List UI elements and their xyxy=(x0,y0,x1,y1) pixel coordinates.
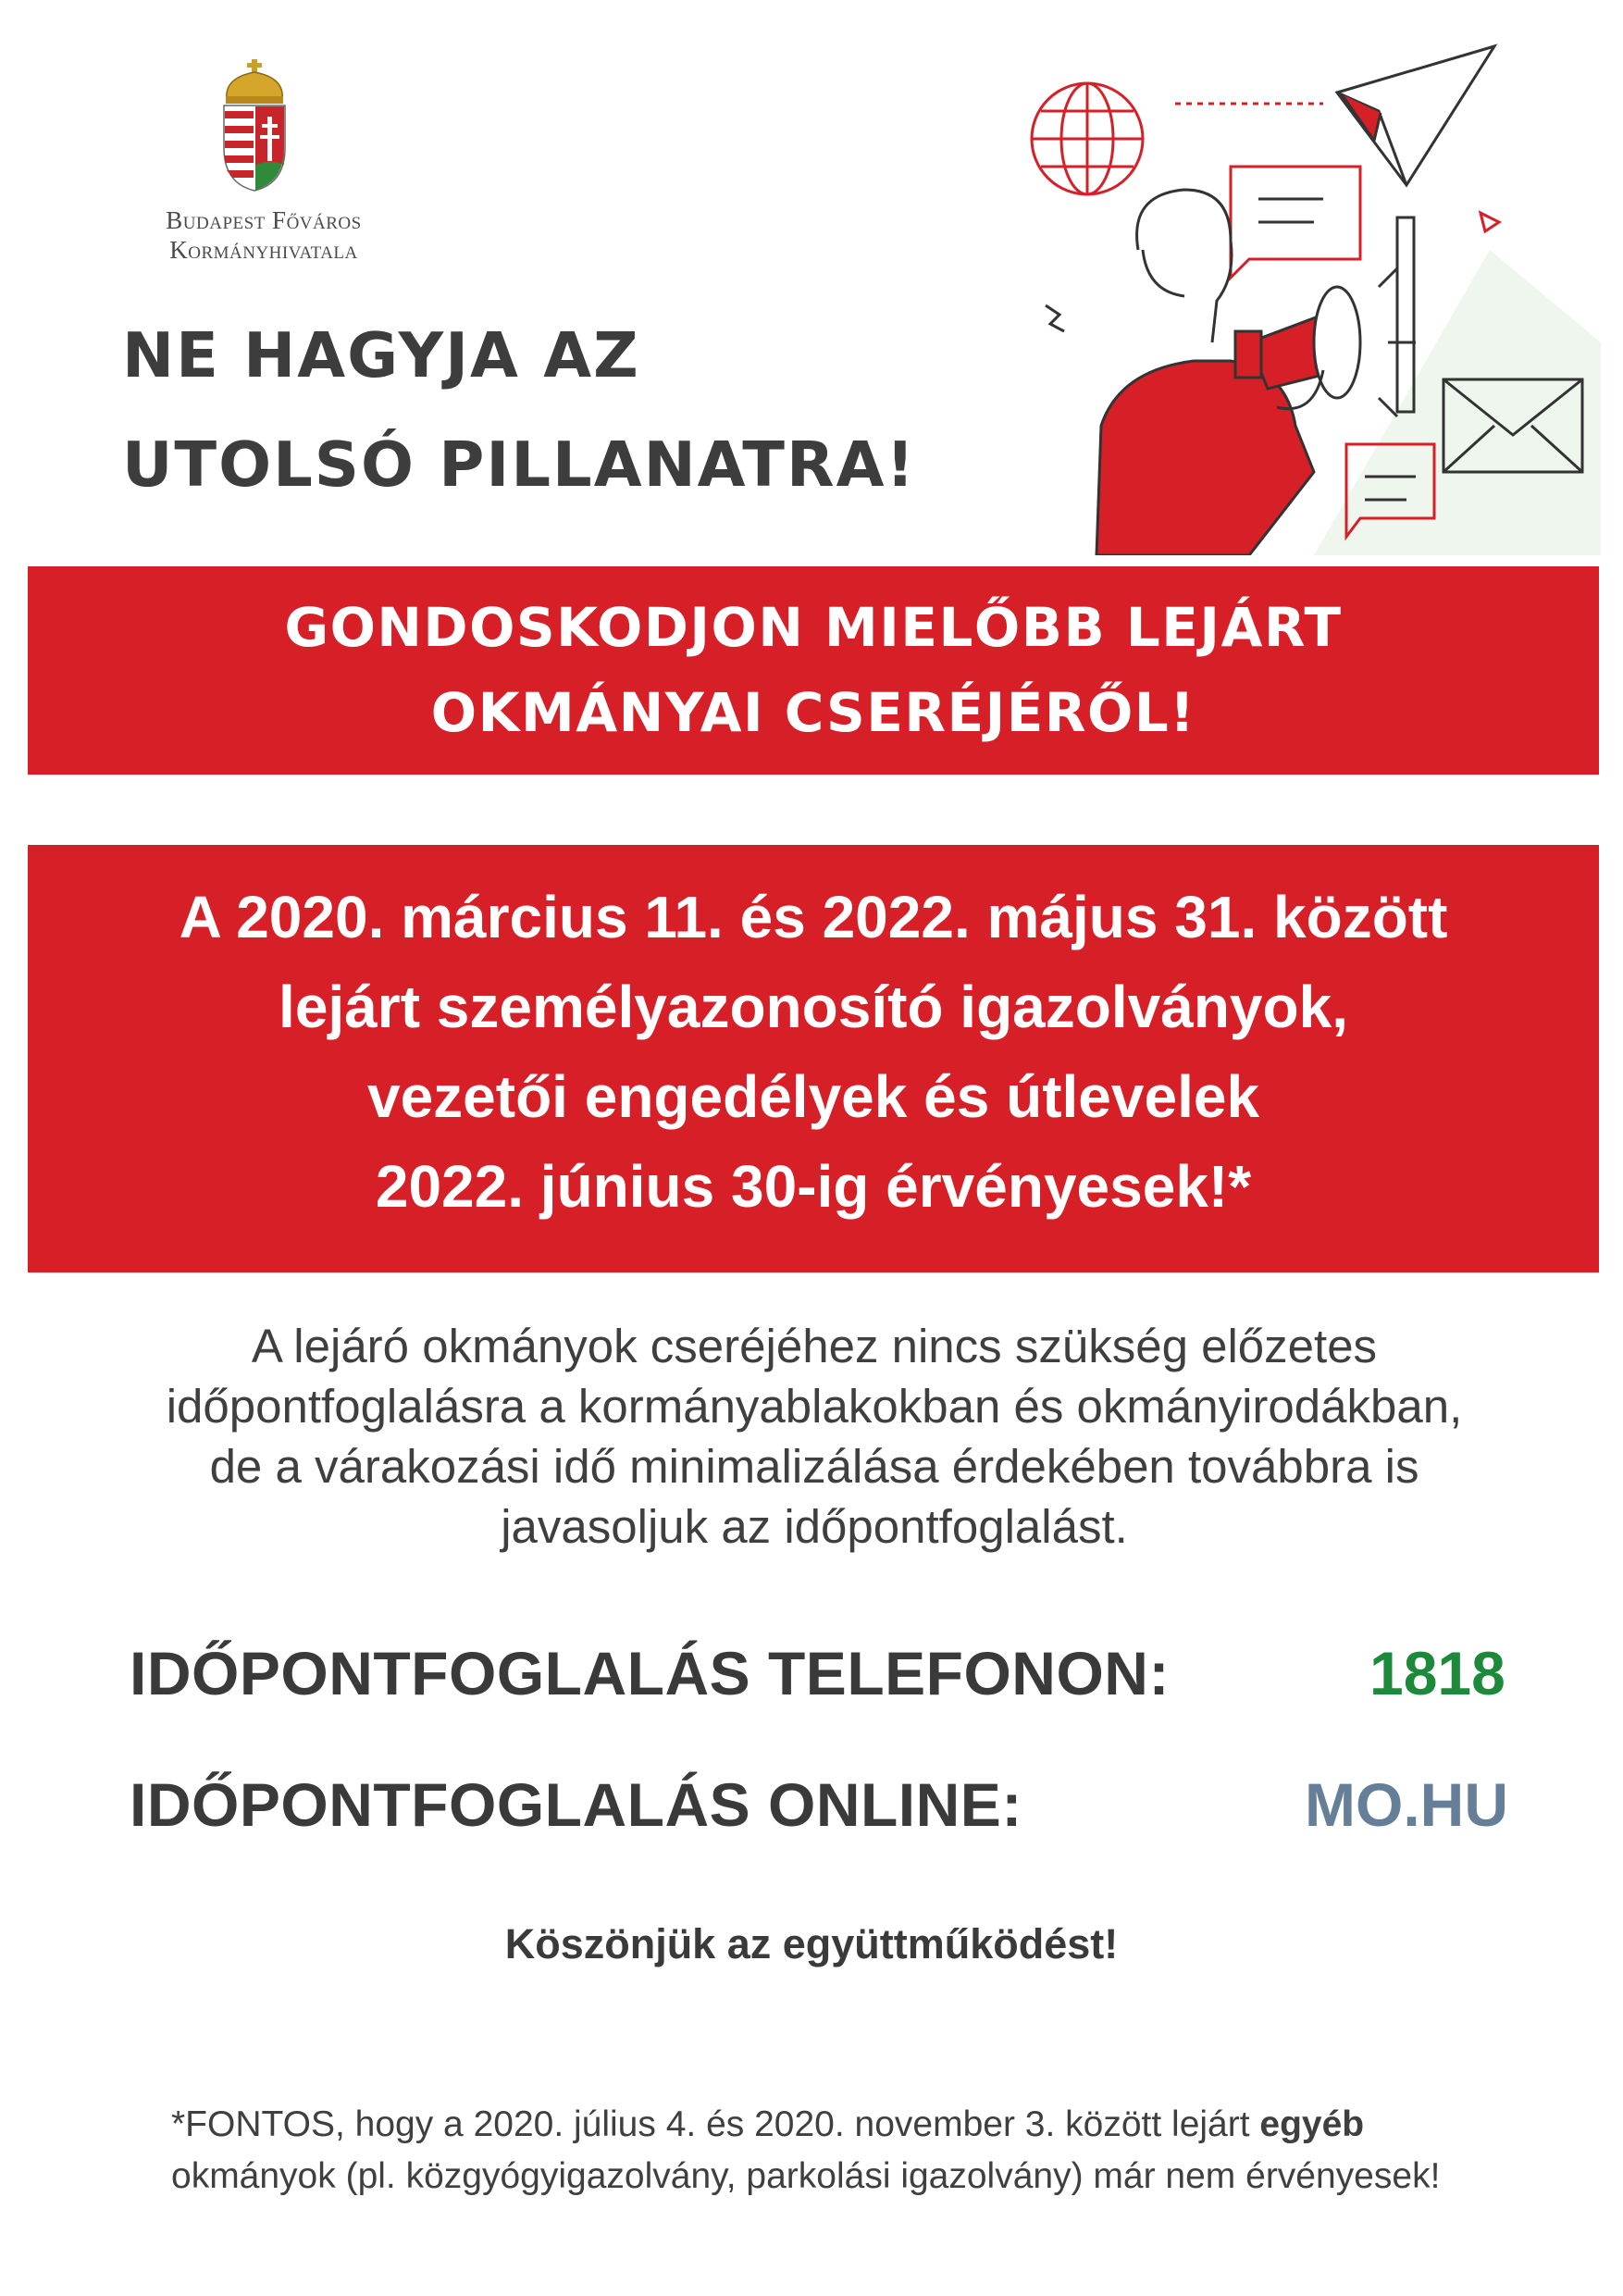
office-name-line2: Kormányhivatala xyxy=(169,236,358,264)
footnote-line2: okmányok (pl. közgyógyigazolvány, parkolási igazolvány) már nem érvényesek! xyxy=(171,2156,1441,2196)
validity-notice-line3: vezetői engedélyek és útlevelek xyxy=(366,1063,1260,1130)
info-line1: A lejáró okmányok cseréjéhez nincs szükség előzetes xyxy=(251,1320,1378,1372)
info-paragraph xyxy=(74,1316,1555,1557)
page-title xyxy=(122,301,955,519)
footnote-line1 xyxy=(171,2099,1541,2151)
footnote xyxy=(171,2099,1541,2203)
footnote-bold-word: egyéb xyxy=(1259,2104,1365,2144)
info-line4: javasoljuk az időpontfoglalást. xyxy=(501,1500,1128,1553)
validity-notice-line2: lejárt személyazonosító igazolványok, xyxy=(279,974,1348,1040)
validity-notice-banner xyxy=(28,845,1599,1272)
validity-notice-line4: 2022. június 30-ig érvényesek!* xyxy=(375,1153,1252,1220)
hungarian-coat-of-arms-icon xyxy=(213,56,296,194)
paper-plane-icon xyxy=(1337,46,1494,185)
office-name-line1: Budapest Főváros xyxy=(166,206,362,234)
info-line3: de a várakozási idő minimalizálása érdekében továbbra is xyxy=(209,1440,1419,1493)
megaphone-person-illustration xyxy=(1009,37,1601,555)
phone-booking-number[interactable]: 1818 xyxy=(1369,1639,1505,1707)
page-title-line2: UTOLSÓ PILLANATRA! xyxy=(122,428,916,501)
renewal-reminder-line1: GONDOSKODJON MIELŐBB LEJÁRT xyxy=(284,596,1343,659)
renewal-reminder-banner xyxy=(28,566,1599,775)
thank-you-text: Köszönjük az együttműködést! xyxy=(504,1920,1119,1967)
renewal-reminder-line2: OKMÁNYAI CSERÉJÉRŐL! xyxy=(430,681,1196,744)
office-name xyxy=(111,205,416,265)
online-booking-link[interactable]: MO.HU xyxy=(1305,1770,1508,1839)
chat-bubble-icon xyxy=(1231,167,1360,278)
phone-booking-label: IDŐPONTFOGLALÁS TELEFONON: xyxy=(130,1639,1170,1707)
online-booking-label: IDŐPONTFOGLALÁS ONLINE: xyxy=(130,1770,1022,1839)
info-line2: időpontfoglalásra a kormányablakokban és okmányirodákban, xyxy=(166,1380,1463,1433)
page-title-line1: NE HAGYJA AZ xyxy=(122,319,640,391)
footnote-line1-text: *FONTOS, hogy a 2020. július 4. és 2020. november 3. között lejárt xyxy=(171,2104,1260,2144)
globe-icon xyxy=(1032,83,1143,194)
validity-notice-line1: A 2020. március 11. és 2022. május 31. között xyxy=(179,884,1448,950)
